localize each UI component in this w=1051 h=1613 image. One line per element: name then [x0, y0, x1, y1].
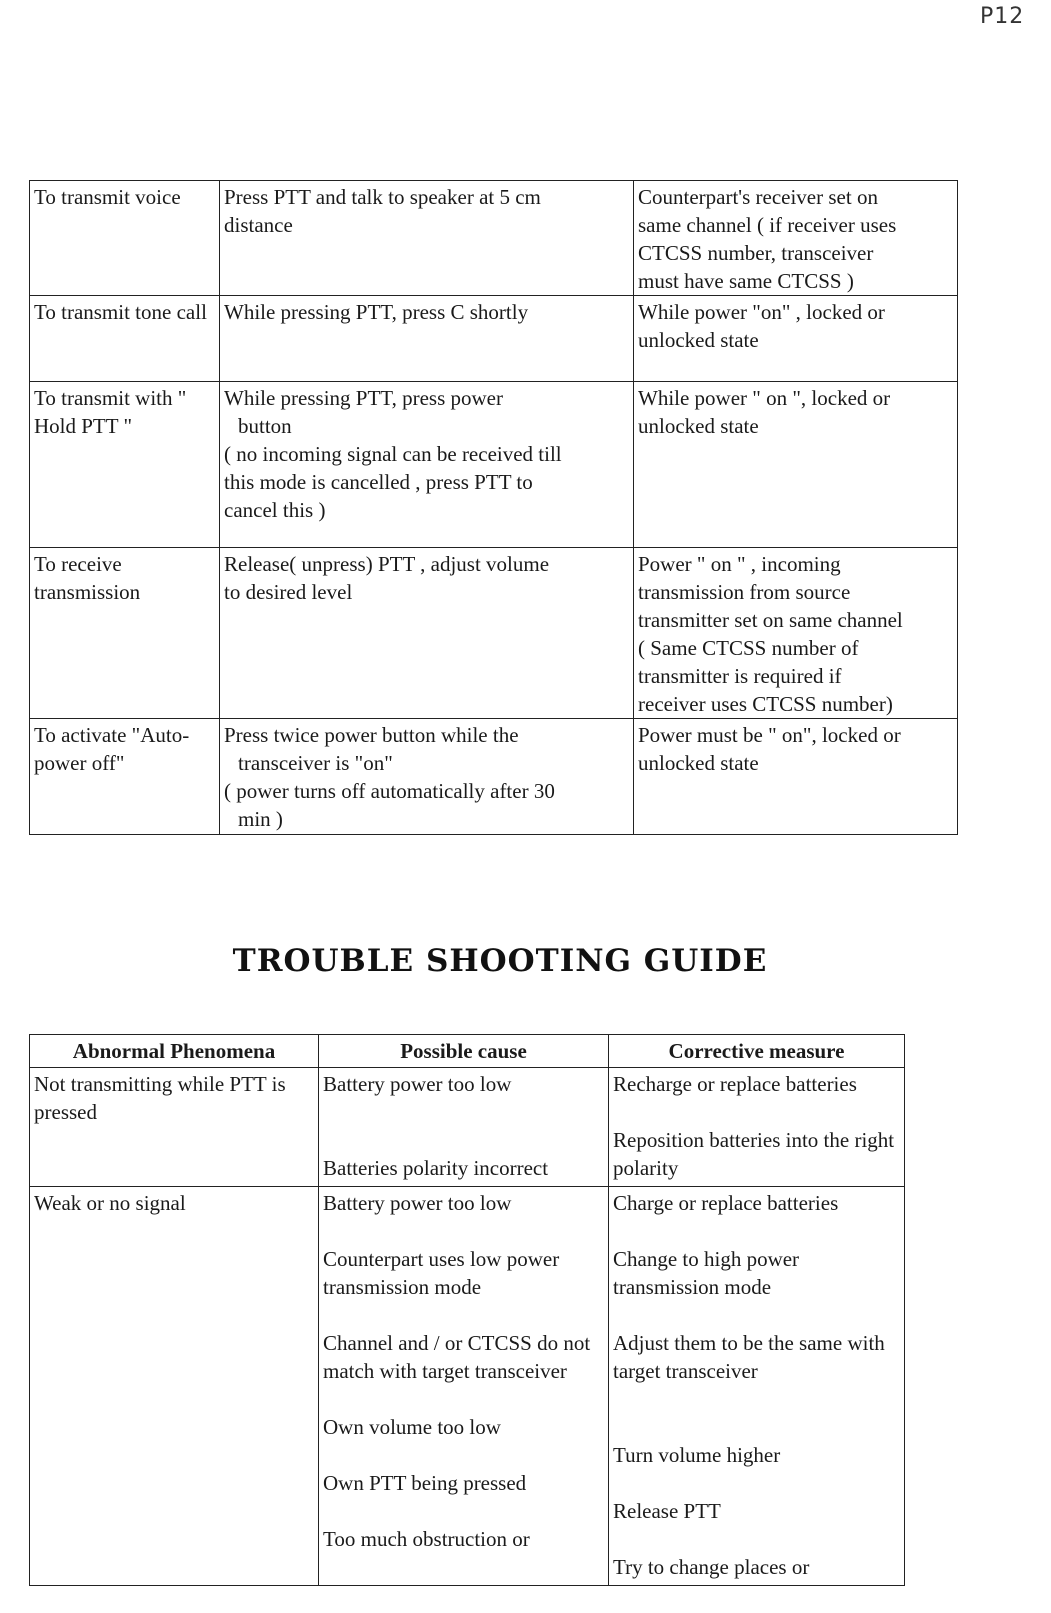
method-cell: While pressing PTT, press power button ( no incoming signal can be received till this mode is cancelled , press PTT to cancel this ) [220, 382, 634, 548]
action-cell: To activate "Auto-power off" [30, 719, 220, 835]
column-header-cause: Possible cause [319, 1035, 609, 1068]
phenomenon-cell: Not transmitting while PTT is pressed [30, 1068, 319, 1187]
cause-cell: Battery power too low Counterpart uses low power transmission mode Channel and / or CTCSS do not match with target transceiver Own volume too low Own PTT being pressed Too much obstruction or [319, 1187, 609, 1586]
action-cell: To transmit tone call [30, 296, 220, 382]
measure-cell: Charge or replace batteries Change to high power transmission mode Adjust them to be the same with target transceiver Turn volume higher Release PTT Try to change places or [609, 1187, 905, 1586]
action-cell: To transmit with " Hold PTT " [30, 382, 220, 548]
measure-cell: Recharge or replace batteries Reposition batteries into the right polarity [609, 1068, 905, 1187]
condition-cell: While power " on ", locked or unlocked state [634, 382, 958, 548]
method-cell: Press PTT and talk to speaker at 5 cm distance [220, 181, 634, 296]
column-header-measure: Corrective measure [609, 1035, 905, 1068]
table-row [30, 181, 958, 296]
condition-cell: While power "on" , locked or unlocked state [634, 296, 958, 382]
action-cell: To transmit voice [30, 181, 220, 296]
table-row [30, 719, 958, 835]
table-row [30, 296, 958, 382]
guide-title: TROUBLE SHOOTING GUIDE [232, 943, 768, 979]
table-row [30, 382, 958, 548]
table-row [30, 1187, 905, 1586]
column-header-phenomena: Abnormal Phenomena [30, 1035, 319, 1068]
method-cell: Press twice power button while the transceiver is "on" ( power turns off automatically after 30 min ) [220, 719, 634, 835]
trouble-shooting-table [29, 1034, 905, 1586]
condition-cell: Counterpart's receiver set on same channel ( if receiver uses CTCSS number, transceiver must have same CTCSS ) [634, 181, 958, 296]
table-row [30, 1068, 905, 1187]
table-header-row [30, 1035, 905, 1068]
operation-table [29, 180, 958, 835]
phenomenon-cell: Weak or no signal [30, 1187, 319, 1586]
cause-cell: Battery power too low Batteries polarity incorrect [319, 1068, 609, 1187]
condition-cell: Power " on " , incoming transmission from source transmitter set on same channel ( Same CTCSS number of transmitter is required if receiver uses CTCSS number) [634, 548, 958, 719]
method-cell: Release( unpress) PTT , adjust volume to desired level [220, 548, 634, 719]
table-row [30, 548, 958, 719]
method-cell: While pressing PTT, press C shortly [220, 296, 634, 382]
page-number-mark: P12 [980, 4, 1025, 29]
action-cell: To receive transmission [30, 548, 220, 719]
condition-cell: Power must be " on", locked or unlocked state [634, 719, 958, 835]
